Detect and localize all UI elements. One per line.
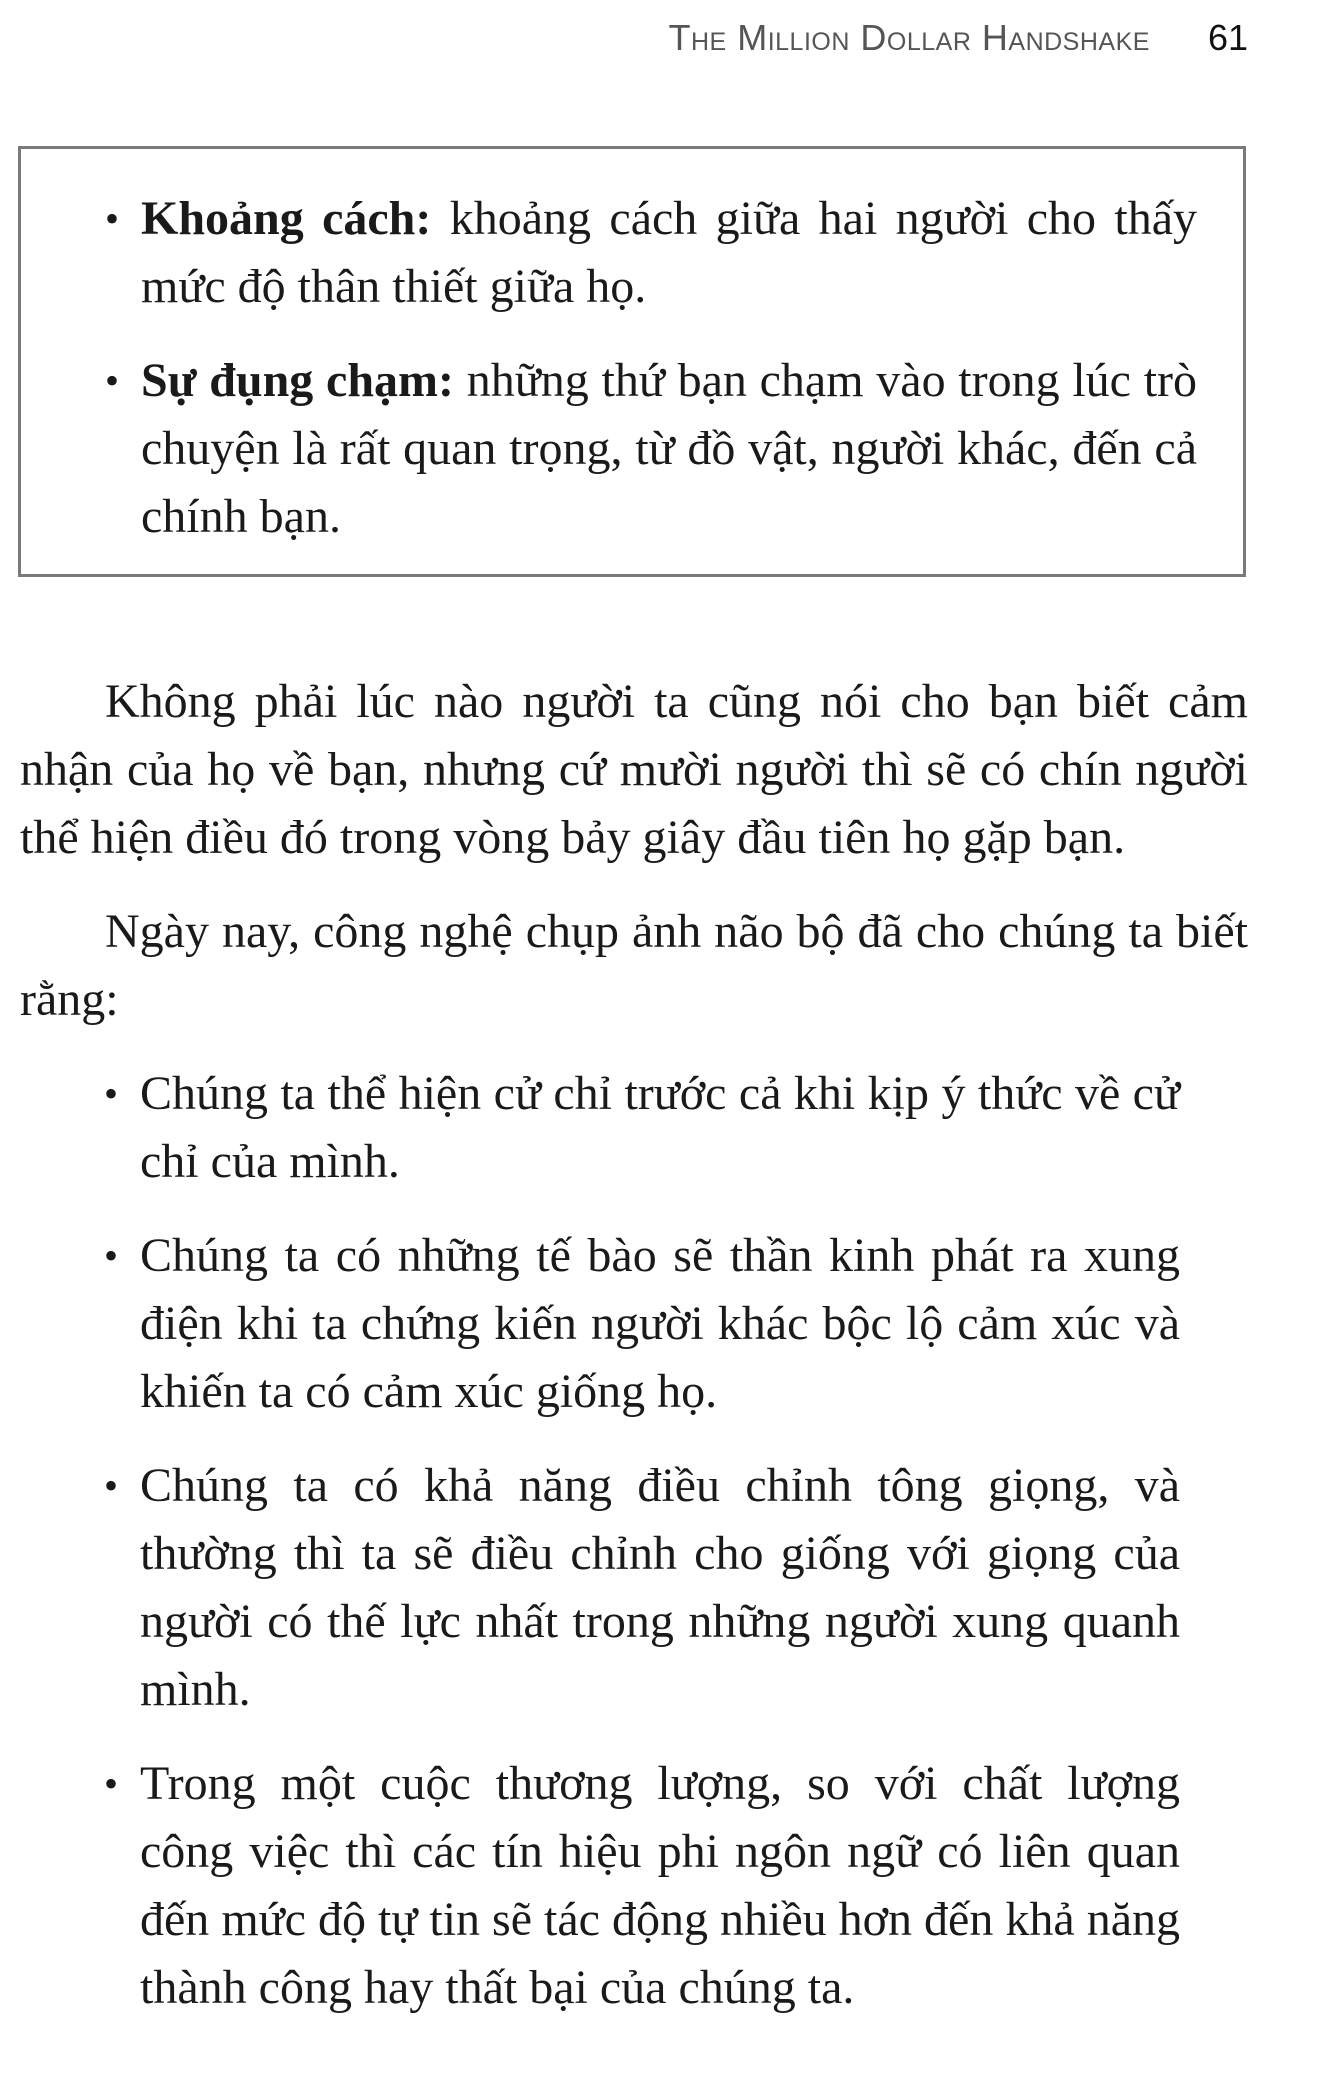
sidebar-box	[18, 146, 1246, 577]
list-item-text: Trong một cuộc thương lượng, so với chất lượng công việc thì các tín hiệu phi ngôn ngữ có liên quan đến mức độ tự tin sẽ tác động nhiều hơn đến khả năng thành công hay thất bại của chúng ta.	[140, 1757, 1180, 2014]
bullet-dot-icon: •	[104, 1071, 119, 1116]
bullet-dot-icon: •	[104, 1463, 119, 1508]
term-description: những thứ bạn chạm vào trong lúc trò chuyện là rất quan trọng, từ đồ vật, người khác, đến cả chính bạn.	[141, 354, 1198, 543]
box-bullet-list	[105, 185, 1198, 551]
body-text	[20, 668, 1248, 2022]
list-item	[104, 1060, 1180, 1196]
page-number: 61	[1207, 17, 1248, 58]
main-bullet-list	[104, 1060, 1180, 2022]
bullet-dot-icon: •	[104, 1233, 119, 1278]
list-item	[105, 185, 1198, 321]
bullet-dot-icon: •	[105, 196, 120, 241]
term-label: Khoảng cách:	[141, 192, 432, 245]
list-item-text: Chúng ta thể hiện cử chỉ trước cả khi kịp ý thức về cử chỉ của mình.	[140, 1067, 1180, 1188]
list-item	[104, 1452, 1180, 1724]
list-item	[104, 1750, 1180, 2022]
term-description: khoảng cách giữa hai người cho thấy mức độ thân thiết giữa họ.	[141, 192, 1198, 313]
list-item	[104, 1222, 1180, 1426]
term-label: Sự đụng chạm:	[141, 354, 455, 407]
list-item-text: Chúng ta có khả năng điều chỉnh tông giọng, và thường thì ta sẽ điều chỉnh cho giống với giọng của người có thế lực nhất trong những người xung quanh mình.	[140, 1459, 1180, 1716]
list-item	[105, 347, 1198, 551]
list-item-text: Chúng ta có những tế bào sẽ thần kinh phát ra xung điện khi ta chứng kiến người khác bộc lộ cảm xúc và khiến ta có cảm xúc giống họ.	[140, 1229, 1180, 1418]
bullet-dot-icon: •	[105, 358, 120, 403]
paragraph: Không phải lúc nào người ta cũng nói cho bạn biết cảm nhận của họ về bạn, nhưng cứ mười người thì sẽ có chín người thể hiện điều đó trong vòng bảy giây đầu tiên họ gặp bạn.	[20, 675, 1248, 864]
bullet-dot-icon: •	[104, 1761, 119, 1806]
paragraph: Ngày nay, công nghệ chụp ảnh não bộ đã cho chúng ta biết rằng:	[20, 905, 1248, 1026]
running-head	[0, 14, 1248, 62]
running-title: The Million Dollar Handshake	[668, 17, 1150, 58]
